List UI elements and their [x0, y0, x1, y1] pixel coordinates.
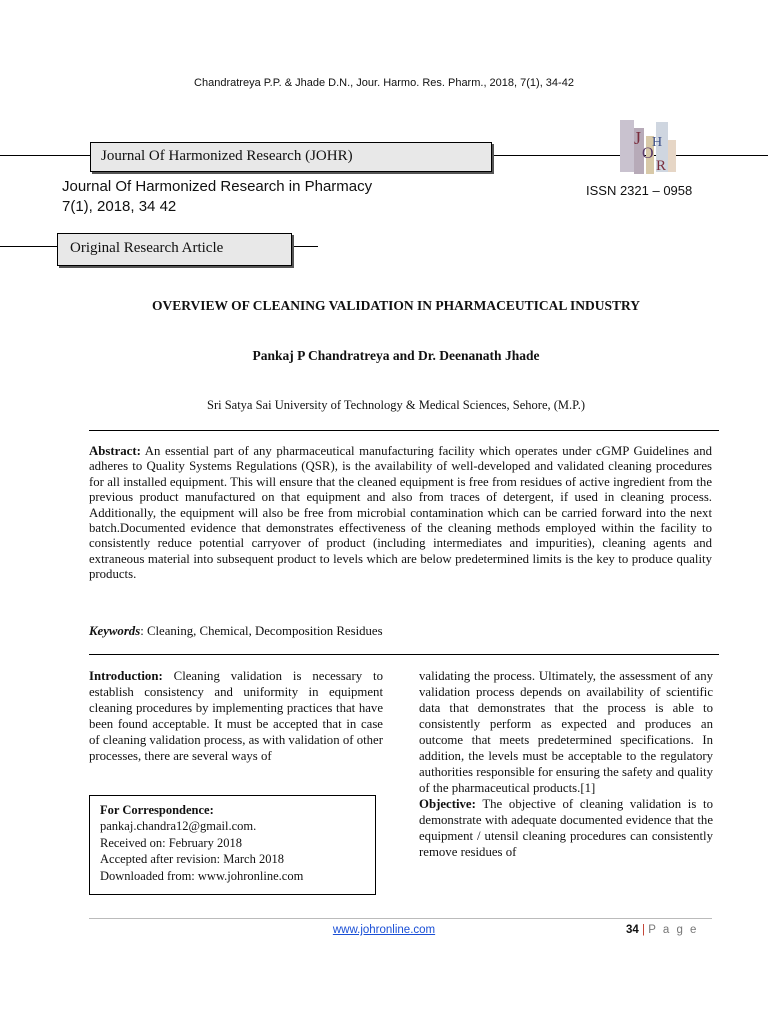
journal-name: Journal Of Harmonized Research in Pharmacy	[62, 178, 373, 195]
objective-label: Objective:	[419, 797, 476, 811]
article-type-label: Original Research Article	[70, 240, 224, 256]
keywords-text: : Cleaning, Chemical, Decomposition Residues	[140, 624, 383, 638]
correspondence-box	[89, 795, 376, 895]
introduction-text: Cleaning validation is necessary to establish consistency and uniformity in equipment cleaning procedures by implementing practices that have been found acceptable. It must be accepted that in case of cleaning validation process, as with validation of other processes, there are several ways of	[89, 669, 383, 763]
header-rule-left	[0, 155, 90, 156]
abstract-rule	[89, 430, 719, 431]
correspondence-heading: For Correspondence:	[100, 803, 214, 817]
right-column-text: validating the process. Ultimately, the assessment of any validation process depends on availability of scientific data that demonstrates that the process is able to consistently perform as expected and produces an outcome that meets predetermined specifications. In addition, the levels must be acceptable to the regulatory authorities responsible for ensuring the safety and quality of the pharmaceutical products.[1]	[419, 669, 713, 795]
footer-website-link[interactable]: www.johronline.com	[332, 924, 436, 936]
page-number-value: 34	[626, 924, 639, 936]
objective-paragraph	[419, 796, 713, 860]
svg-text:R: R	[656, 158, 667, 174]
page-separator: |	[642, 924, 645, 936]
page-label: P a g e	[648, 924, 699, 936]
objective-text: The objective of cleaning validation is to demonstrate with adequate documented evidence that the equipment / utensil cleaning procedures can consistently remove residues of	[419, 797, 713, 859]
keywords	[89, 624, 712, 639]
page-number	[626, 924, 698, 936]
svg-text:O: O	[642, 145, 654, 162]
article-authors: Pankaj P Chandratreya and Dr. Deenanath Jhade	[252, 348, 540, 363]
introduction-paragraph	[89, 668, 383, 764]
author-affiliation: Sri Satya Sai University of Technology & Medical Sciences, Sehore, (M.P.)	[207, 398, 585, 412]
correspondence-downloaded: Downloaded from: www.johronline.com	[100, 868, 304, 883]
correspondence-email: pankaj.chandra12@gmail.com.	[100, 819, 257, 834]
journal-volume: 7(1), 2018, 34 42	[62, 198, 177, 215]
footer-rule	[89, 918, 712, 919]
journal-box	[90, 142, 492, 172]
correspondence-accepted: Accepted after revision: March 2018	[100, 852, 284, 867]
introduction-label: Introduction:	[89, 669, 163, 683]
article-rule-left	[0, 246, 57, 247]
journal-box-label: Journal Of Harmonized Research (JOHR)	[101, 148, 353, 164]
abstract-label: Abstract:	[89, 444, 141, 458]
right-column	[419, 668, 713, 860]
article-rule-right	[290, 246, 318, 247]
abstract	[89, 444, 712, 583]
correspondence-received: Received on: February 2018	[100, 835, 242, 850]
article-title: OVERVIEW OF CLEANING VALIDATION IN PHARMACEUTICAL INDUSTRY	[151, 298, 641, 313]
issn: ISSN 2321 – 0958	[586, 183, 693, 198]
abstract-text: An essential part of any pharmaceutical manufacturing facility which operates under cGMP Guidelines and adheres to Quality Systems Regulations (QSR), is the availability of well-developed and validated cleaning procedures for all installed equipment. This will ensure that the cleaned equipment is free from residues of active ingredient from the previous product manufactured on that equipment and also from traces of detergent, if used in cleaning process. Additionally, the equipment will also be free from microbial contamination which can be carried forward into the next batch.Documented evidence that demonstrates effectiveness of the cleaning methods employed within the facility to consistently reduce potential carryover of product (including intermediates and impurities), cleaning agents and extraneous material into subsequent product to levels which are below predetermined limits is the key to produce quality products.	[89, 444, 712, 582]
svg-text:J: J	[634, 128, 642, 148]
body-rule	[89, 654, 719, 655]
article-type-box	[57, 233, 292, 266]
citation-line: Chandratreya P.P. & Jhade D.N., Jour. Harmo. Res. Pharm., 2018, 7(1), 34-42	[194, 77, 574, 89]
svg-text:H: H	[652, 135, 663, 150]
journal-name-block	[62, 177, 372, 217]
keywords-label: Keywords	[89, 624, 141, 638]
johr-logo-icon	[612, 118, 682, 180]
